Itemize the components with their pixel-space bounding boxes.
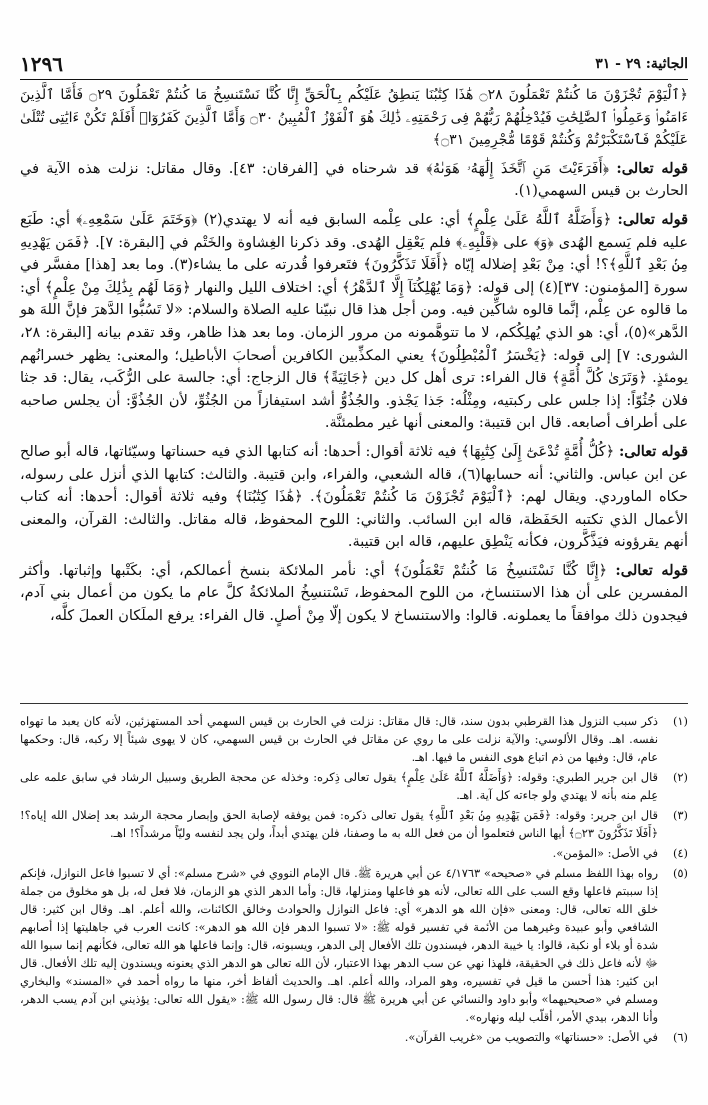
footnote [20,1028,688,1046]
footnote [20,768,688,804]
paragraph-lead: قوله تعالى: [618,442,689,460]
footnotes [20,712,688,1048]
footnote-number: (٣) [672,808,688,822]
footnote [20,844,688,862]
paragraph-lead: قوله تعالى: [616,159,689,177]
quran-verse-block: ﴿ٱلْيَوْمَ تُجْزَوْنَ مَا كُنتُمْ تَعْمَلُونَ ۝٢٨ هَٰذَا كِتَٰبُنَا يَنطِقُ عَلَيْكُم بِٱلْحَقِّ إِنَّا كُنَّا نَسْتَنسِخُ مَا كُنتُمْ تَعْمَلُونَ ۝٢٩ فَأَمَّا ٱلَّذِينَ ءَامَنُوا۟ وَعَمِلُوا۟ ٱلصَّٰلِحَٰتِ فَيُدْخِلُهُمْ رَبُّهُمْ فِى رَحْمَتِهِۦ ذَٰلِكَ هُوَ ٱلْفَوْزُ ٱلْمُبِينُ ۝٣٠ وَأَمَّا ٱلَّذِينَ كَفَرُوٓا۟ أَفَلَمْ تَكُنْ ءَايَٰتِى تُتْلَىٰ عَلَيْكُمْ فَٱسْتَكْبَرْتُمْ وَكُنتُمْ قَوْمًا مُّجْرِمِينَ ۝٣١﴾ [20,87,689,149]
page-number: ١٢٩٦ [20,52,63,76]
footnote-text: ذكر سبب النزول هذا القرطبي بدون سند، قال: قال مقاتل: نزلت في الحارث بن قيس السهمي أحد المستهزئين، لأنه كان يعبد ما تهواه نفسه. اهـ. وقال الألوسي: والآية نزلت على ما روي عن مقاتل في الحارث بن قيس السهمي، كان لا يهوى شيئاً إلا ركبه، قال: وحكمها عام، قال: وفيها من ذم اتباع هوى النفس ما فيها. اهـ. [20,714,658,764]
footnote-number: (٤) [672,846,688,860]
footnote [20,712,688,766]
footnote [20,806,688,842]
paragraph-lead: قوله تعالى: [615,561,689,579]
surah-verse-range: الجاثية: ٢٩ - ٣١ [595,56,688,72]
footnote-number: (٦) [672,1030,688,1044]
main-text [20,84,688,634]
footnote-number: (١) [672,714,688,728]
footnote-number: (٥) [672,866,688,880]
commentary-paragraph [20,441,688,554]
footnote [20,864,688,1026]
footnote-divider [20,703,688,704]
commentary-paragraph [20,209,688,435]
paragraph-text: ﴿إِنَّا كُنَّا نَسْتَنسِخُ مَا كُنتُمْ تَعْمَلُونَ﴾ أي: نأمر الملائكة بنسخ أعمالكم، أي: بكَتْبها وإثباتها. وأكثر المفسرين على أن هذا الاستنساخ، من اللوح المحفوظ، تَسْتنسِخُ الملائكةُ كلَّ عام ما يكون من أعمال بني آدم، فيجدون ذلك موافقاً ما يعملونه. قالوا: والاستنساخ لا يكون إلّا مِنْ أصلٍ. قال الفراء: يرفع الملَكان العملَ كلَّه، [20,562,689,625]
commentary-paragraph [20,158,688,203]
footnote-text: رواه بهذا اللفظ مسلم في «صحيحه» ٤/١٧٦٣ عن أبي هريرة ﷺ. قال الإمام النووي في «شرح مسلم»: أي لا تسبوا فاعل النوازل، فإنكم إذا سببتم فاعلها وقع السب على الله تعالى، لأنه هو فاعلها ومنزلها، قال: وأما الدهر الذي هو الزمان، فلا فعل له، بل هو مخلوق من جملة خلق الله تعالى، قال: ومعنى «فإن الله هو الدهر» أي: فاعل النوازل والحوادث وخالق الكائنات، والله أعلم. اهـ. وقال ابن كثير: قال الشافعي وأبو عبيدة وغيرهما من الأئمة في تفسير قوله ﷺ: «لا تسبوا الدهر فإن الله هو الدهر»: كانت العرب في جاهليتها إذا أصابهم شدة أو بلاء أو نكبة، قالوا: يا خيبة الدهر، فيسندون تلك الأفعال إلى الدهر، ويسبونه، قال: وإنما فاعلها هو الله تعالى، فكأنهم إنما سبوا الله ﷻ لأنه فاعل ذلك في الحقيقة، فلهذا نهي عن سب الدهر بهذا الاعتبار، لأن الله تعالى هو الدهر الذي يعنونه ويسندون إليه تلك الأفعال. قال ابن كثير: هذا أحسن ما قيل في تفسيره، وهو المراد، والله أعلم. اهـ. والحديث ألفاظ أخر، منها ما رواه أحمد في «المسند» والبخاري ومسلم في «صحيحيهما» وأبو داود والنسائي عن أبي هريرة ﷺ قال: قال رسول الله ﷺ: «يقول الله تعالى: يؤذيني ابن آدم يسب الدهر، وأنا الدهر، بيدي الأمر، أقلّب ليله ونهاره». [20,866,658,1024]
header-divider [20,79,688,80]
paragraph-text: ﴿وَأَضَلَّهُ ٱللَّهُ عَلَىٰ عِلْمٍ﴾ أي: على عِلْمه السابق فيه أنه لا يهتدي(٢) ﴿وَخَتَمَ عَلَىٰ سَمْعِهِۦ﴾ أي: طَبَع عليه فلم يَسمع الهُدى ﴿وَ﴾ على ﴿قَلْبِهِۦ﴾ فلم يَعْقِل الهُدى. وقد ذكرنا الغِشاوة والخَتْم في [البقرة: ٧]. ﴿فَمَن يَهْدِيهِ مِنۢ بَعْدِ ٱللَّهِ﴾؟! أي: مِنْ بَعْدِ إضلاله إيّاه ﴿أَفَلَا تَذَكَّرُونَ﴾ فتَعرفوا قُدرته على ما يشاء(٣). وما بعد [هذا] مفسَّر في سورة [المؤمنون: ٣٧](٤) إلى قوله: ﴿وَمَا يُهْلِكُنَآ إِلَّا ٱلدَّهْرُ﴾ أي: اختلاف الليل والنهار ﴿وَمَا لَهُم بِذَٰلِكَ مِنْ عِلْمٍ﴾ أي: ما قالوه عن عِلْم، إنَّما قالوه شاكِّين فيه. ومن أجل هذا قال نبيّنا عليه الصلاة والسلام: «لا تَسُبُّوا الدَّهرَ فإنَّ اللهَ هو الدَّهر»(٥)، أي: هو الذي يُهلِكُكم، لا ما تتوهَّمونه من مرور الزمان. وما بعد هذا ظاهر، وقد تقدم بيانه [البقرة: ٢٨، الشورى: ٧] إلى قوله: ﴿يَخْسَرُ ٱلْمُبْطِلُونَ﴾ يعني المكذِّبين الكافرين أصحابَ الأباطيل؛ والمعنى: يظهر خسرانُهم يومئذٍ. ﴿وَتَرَىٰ كُلَّ أُمَّةٍ﴾ قال الفراء: ترى أهل كل دين ﴿جَاثِيَةً﴾ قال الزجاج: أي: جالسة على الرُّكَب، يقال: قد جثا فلان جُثُوّاً: إذا جلس على ركبتيه، ومِثْلُه: جَذا يَجْذو. والجُذُوُّ أشد استيفازاً من الجُثُوِّ، لأن الجُذُوَّ: أن يجلس صاحبه على أطراف أصابعه. قال ابن قتيبة: والمعنى أنها غير مطمئنَّة. [20,211,689,432]
footnote-number: (٢) [672,770,688,784]
paragraph-lead: قوله تعالى: [617,210,689,228]
page-header [20,52,688,76]
paragraph-text: ﴿كُلُّ أُمَّةٍ تُدْعَىٰٓ إِلَىٰ كِتَٰبِهَا﴾ فيه ثلاثة أقوال: أحدها: أنه كتابها الذي فيه حسناتها وسيّئاتها، قاله أبو صالح عن ابن عباس. والثاني: أنه حسابها(٦)، قاله الشعبي، والفراء، وابن قتيبة. والثالث: كتابها الذي أنزل على رسوله، حكاه الماوردي. ويقال لهم: ﴿ٱلْيَوْمَ تُجْزَوْنَ مَا كُنتُمْ تَعْمَلُونَ﴾. ﴿هَٰذَا كِتَٰبُنَا﴾ وفيه ثلاثة أقوال: أحدها: أنه كتاب الأعمال الذي تكتبه الحَفَظة، قاله ابن السائب. والثاني: اللوح المحفوظ، قاله مقاتل. والثالث: القرآن، والمعنى أنهم يقرؤونه فيَذَّكَّرون، فكأنه يَنْطِق عليهم، قاله ابن قتيبة. [20,443,688,551]
commentary-paragraph [20,560,688,628]
footnote-text: في الأصل: «المؤمن». [552,846,658,860]
footnote-text: قال ابن جرير الطبري: وقوله: ﴿وَأَضَلَّهُ ٱللَّهُ عَلَىٰ عِلْمٍ﴾ يقول تعالى ذِكره: وخذله عن محجة الطريق وسبيل الرشاد في سابق علمه على عِلم منه بأنه لا يهتدي ولو جاءته كل آية. اهـ. [20,770,658,802]
footnote-text: قال ابن جرير: وقوله: ﴿فَمَن يَهْدِيهِ مِنۢ بَعْدِ ٱللَّهِ﴾ يقول تعالى ذكره: فمن يوفقه لإصابة الحق وإبصار محجة الرشد بعد إضلال الله إياه؟! ﴿أَفَلَا تَذَكَّرُونَ ۝٢٣﴾ أيها الناس فتعلموا أن من فعل الله به ما وصفنا، فلن يهتدي أبداً، ولن يجد لنفسه وليّاً مرشداً؟! اهـ. [20,808,658,840]
paragraph-text: ﴿أَفَرَءَيْتَ مَنِ ٱتَّخَذَ إِلَٰهَهُۥ هَوَىٰهُ﴾ قد شرحناه في [الفرقان: ٤٣]. وقال مقاتل: نزلت هذه الآية في الحارث بن قيس السهمي(١). [20,160,688,200]
footnote-text: في الأصل: «حسناتها» والتصويب من «غريب القرآن». [404,1030,658,1044]
